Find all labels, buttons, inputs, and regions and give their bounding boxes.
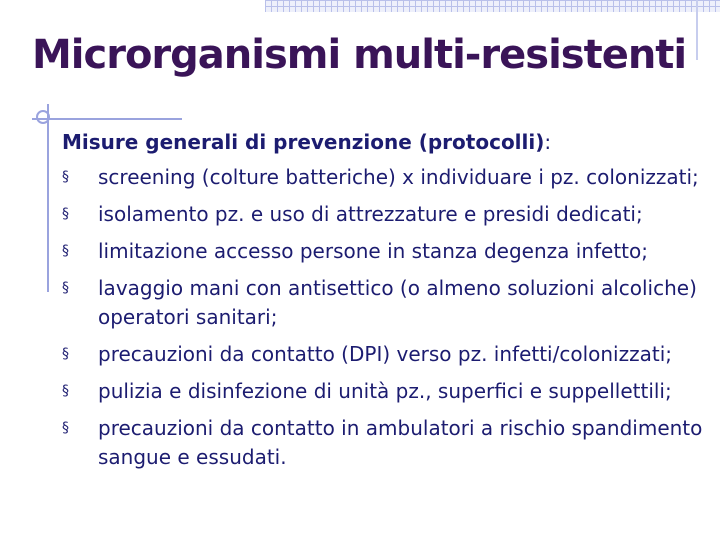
list-item-text: isolamento pz. e uso di attrezzature e presidi dedicati; xyxy=(98,202,643,226)
list-item xyxy=(62,163,712,192)
list-item-text: pulizia e disinfezione di unità pz., superfici e suppellettili; xyxy=(98,379,672,403)
decorative-circle xyxy=(36,110,50,124)
list-item xyxy=(62,237,712,266)
list-item-text: screening (colture batteriche) x individuare i pz. colonizzati; xyxy=(98,165,699,189)
measures-list xyxy=(62,163,712,480)
decorative-vertical-bar xyxy=(696,0,698,60)
bullet-icon: § xyxy=(62,280,69,296)
list-item xyxy=(62,340,712,369)
slide-title: Microrganismi multi-resistenti xyxy=(32,32,687,78)
decorative-horizontal-line xyxy=(32,118,182,120)
list-item xyxy=(62,200,712,229)
section-heading-colon: : xyxy=(544,130,552,154)
list-item-text: precauzioni da contatto (DPI) verso pz. infetti/colonizzati; xyxy=(98,342,672,366)
decorative-vertical-line xyxy=(47,104,49,292)
list-item xyxy=(62,274,712,332)
list-item xyxy=(62,414,712,472)
section-heading-text: Misure generali di prevenzione (protocolli) xyxy=(62,130,545,154)
bullet-icon: § xyxy=(62,206,69,222)
section-heading xyxy=(62,128,551,156)
bullet-icon: § xyxy=(62,346,69,362)
bullet-icon: § xyxy=(62,243,69,259)
list-item-text: limitazione accesso persone in stanza degenza infetto; xyxy=(98,239,648,263)
bullet-icon: § xyxy=(62,169,69,185)
list-item-text: lavaggio mani con antisettico (o almeno soluzioni alcoliche) operatori sanitari; xyxy=(98,276,697,329)
bullet-icon: § xyxy=(62,383,69,399)
decorative-grid-pattern xyxy=(265,0,720,12)
list-item-text: precauzioni da contatto in ambulatori a rischio spandimento sangue e essudati. xyxy=(98,416,703,469)
bullet-icon: § xyxy=(62,420,69,436)
list-item xyxy=(62,377,712,406)
